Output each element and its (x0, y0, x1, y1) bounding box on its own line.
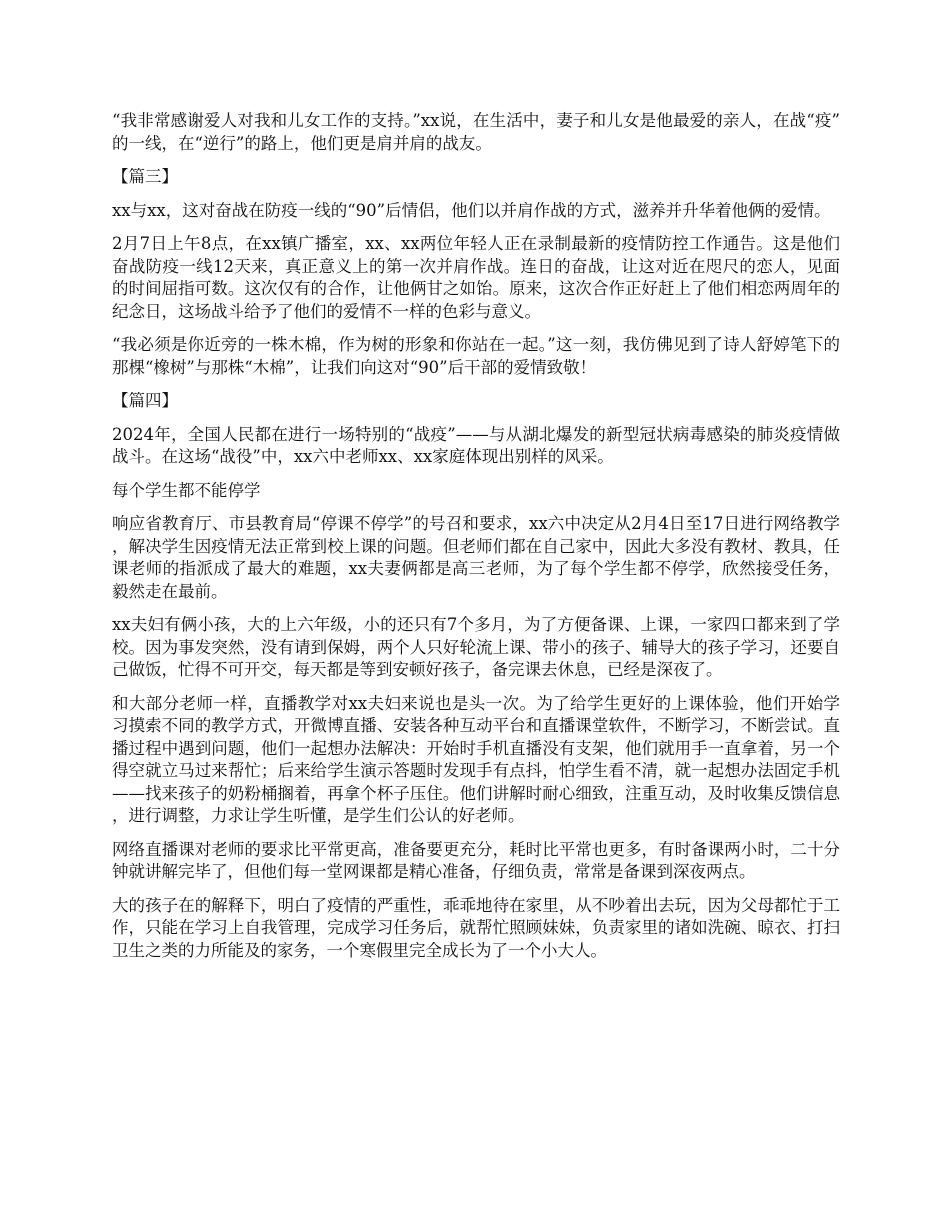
paragraph-couple-intro: xx与xx，这对奋战在防疫一线的“90”后情侣，他们以并肩作战的方式，滋养并升华着他俩的爱情。 (112, 200, 831, 220)
paragraph-kapok-poem: “我必须是你近旁的一株木棉，作为树的形象和你站在一起。”这一刻，我仿佛见到了诗人舒婷笔下的那棵“橡树”与那株“木棉”，让我们向这对“90”后干部的爱情致敬！ (112, 335, 840, 377)
paragraph-preparation: 网络直播课对老师的要求比平常更高，准备要更充分，耗时比平常也更多，有时备课两小时，二十分钟就讲解完毕了，但他们每一堂网课都是精心准备，仔细负责，常常是备课到深夜两点。 (112, 839, 840, 881)
section-heading-part-three: 【篇三】 (112, 167, 178, 186)
paragraph-live-streaming: 和大部分老师一样，直播教学对xx夫妇来说也是头一次。为了给学生更好的上课体验，他们开始学习摸索不同的教学方式，开微博直播、安装各种互动平台和直播课堂软件，不断学习，不断尝试。直播过程中遇到问题，他们一起想办法解决：开始时手机直播没有支架，他们就用手一直拿着，另一个得空就立马过来帮忙；后来给学生演示答题时发现手有点抖，怕学生看不清，就一起想办法固定手机——找来孩子的奶粉桶搁着，再拿个杯子压住。他们讲解时耐心细致，注重互动，及时收集反馈信息，进行调整，力求让学生听懂，是学生们公认的好老师。 (112, 693, 840, 825)
paragraph-broadcast-room: 2月7日上午8点，在xx镇广播室，xx、xx两位年轻人正在录制最新的疫情防控工作通告。这是他们奋战防疫一线12天来，真正意义上的第一次并肩作战。连日的奋战，让这对近在咫尺的恋人，见面的时间屈指可数。这次仅有的合作，让他俩甘之如饴。原来，这次合作正好赶上了他们相恋两周年的纪念日，这场战斗给予了他们的爱情不一样的色彩与意义。 (112, 234, 840, 321)
paragraph-epidemic-2024: 2024年，全国人民都在进行一场特别的“战疫”——与从湖北爆发的新型冠状病毒感染的肺炎疫情做战斗。在这场“战役”中，xx六中老师xx、xx家庭体现出别样的风采。 (112, 424, 840, 466)
paragraph-thanks-quote: “我非常感谢爱人对我和儿女工作的支持。”xx说，在生活中，妻子和儿女是他最爱的亲人，在战“疫”的一线，在“逆行”的路上，他们更是肩并肩的战友。 (112, 111, 840, 153)
paragraph-older-child: 大的孩子在的解释下，明白了疫情的严重性，乖乖地待在家里，从不吵着出去玩，因为父母都忙于工作，只能在学习上自我管理，完成学习任务后，就帮忙照顾妹妹，负责家里的诸如洗碗、晾衣、打扫卫生之类的力所能及的家务，一个寒假里完全成长为了一个小大人。 (112, 895, 840, 960)
subheading-no-student-left: 每个学生都不能停学 (112, 480, 261, 500)
section-heading-part-four: 【篇四】 (112, 391, 178, 410)
paragraph-online-teaching: 响应省教育厅、市县教育局“停课不停学”的号召和要求，xx六中决定从2月4日至17日进行网络教学，解决学生因疫情无法正常到校上课的问题。但老师们都在自己家中，因此大多没有教材、教具，任课老师的指派成了最大的难题，xx夫妻俩都是高三老师，为了每个学生都不停学，欣然接受任务，毅然走在最前。 (112, 514, 840, 601)
paragraph-two-children: xx夫妇有俩小孩，大的上六年级，小的还只有7个多月，为了方便备课、上课，一家四口都来到了学校。因为事发突然，没有请到保姆，两个人只好轮流上课、带小的孩子、辅导大的孩子学习，还要自己做饭，忙得不可开交，每天都是等到安顿好孩子，备完课去休息，已经是深夜了。 (112, 615, 840, 679)
document-body (112, 110, 840, 973)
